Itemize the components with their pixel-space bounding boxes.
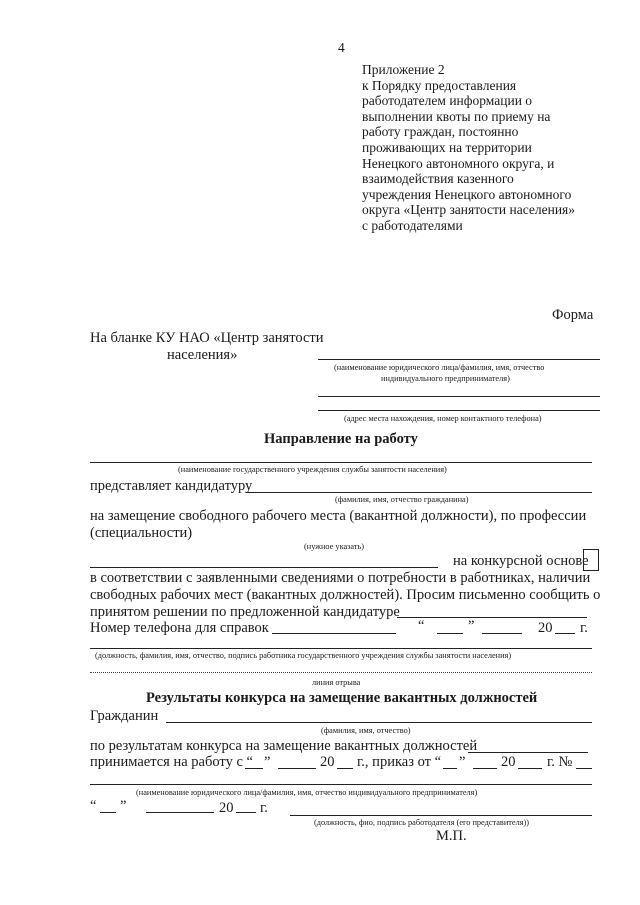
order-number-field[interactable] <box>576 768 592 769</box>
competitive-label: на конкурсной основе <box>453 553 589 569</box>
phone-field[interactable] <box>272 633 396 634</box>
date-year-field[interactable] <box>236 812 256 813</box>
address-phone-field[interactable] <box>318 410 600 411</box>
worker-signature-field[interactable] <box>90 648 592 649</box>
year-prefix: 20 <box>538 620 553 636</box>
quote-close: ” <box>468 618 475 634</box>
caption-specify: (нужное указать) <box>304 542 365 551</box>
month-field[interactable] <box>482 633 522 634</box>
results-extra-field[interactable] <box>468 752 588 753</box>
appendix-line: учреждения Ненецкого автономного <box>362 186 572 202</box>
hired-quote-close: ” <box>264 754 271 770</box>
by-results-label: по результатам конкурса на замещение вакантных должностей <box>90 738 478 754</box>
caption-employer-name-full: (наименование юридического лица/фамилия, имя, отчество индивидуального предпринимателя) <box>136 788 478 797</box>
phone-label: Номер телефона для справок <box>90 620 269 636</box>
caption-address-phone: (адрес места нахождения, номер контактного телефона) <box>344 414 542 423</box>
employer-signature-field[interactable] <box>290 815 592 816</box>
caption-employer-name-1: (наименование юридического лица/фамилия, имя, отчество <box>334 363 545 372</box>
appendix-line: с работодателями <box>362 217 463 233</box>
according-line2: свободных рабочих мест (вакантных должностей). Просим письменно сообщить о <box>90 587 601 603</box>
hired-year-prefix: 20 <box>320 754 335 770</box>
hired-day-field[interactable] <box>245 768 263 769</box>
page-number: 4 <box>338 40 345 55</box>
caption-employer-signature: (должность, фио, подпись работодателя (его представителя)) <box>314 818 530 827</box>
letterhead-line1: На бланке КУ НАО «Центр занятости <box>90 330 324 346</box>
hired-month-field[interactable] <box>278 768 316 769</box>
order-month-field[interactable] <box>473 768 497 769</box>
tear-line <box>90 672 592 673</box>
appendix-line: выполнении квоты по приему на <box>362 108 551 124</box>
hired-year-field[interactable] <box>337 768 353 769</box>
according-line3: принятом решении по предложенной кандидатуре <box>90 604 400 620</box>
employer-name-field[interactable] <box>318 359 600 360</box>
appendix-block <box>362 62 612 234</box>
vacancy-line2: (специальности) <box>90 525 193 541</box>
vacancy-line1: на замещение свободного рабочего места (вакантной должности), по профессии <box>90 508 587 524</box>
appendix-line: работу граждан, постоянно <box>362 124 519 140</box>
letterhead-line2: населения» <box>167 347 238 363</box>
citizen-label: Гражданин <box>90 708 159 724</box>
competitive-checkbox[interactable] <box>583 549 599 571</box>
caption-employment-service: (наименование государственного учреждения службы занятости населения) <box>178 465 447 474</box>
caption-signature-worker: (должность, фамилия, имя, отчество, подпись работника государственного учреждения службы занятости населения) <box>95 651 512 660</box>
date-month-field[interactable] <box>146 812 214 813</box>
day-field[interactable] <box>437 633 463 634</box>
according-line1: в соответствии с заявленными сведениями о потребности в работниках, наличии <box>90 570 591 586</box>
title-results: Результаты конкурса на замещение вакантных должностей <box>146 690 538 706</box>
date-year-prefix: 20 <box>219 800 234 816</box>
employer-full-field[interactable] <box>90 784 592 785</box>
date-quote-open: “ <box>90 798 97 814</box>
date-day-field[interactable] <box>100 812 116 813</box>
citizen-fio-field[interactable] <box>166 722 592 723</box>
presents-label: представляет кандидатуру <box>90 478 253 494</box>
appendix-line: Приложение 2 <box>362 62 445 77</box>
quote-open: “ <box>418 618 425 634</box>
date-year-suffix: г. <box>260 800 268 816</box>
caption-candidate-fio: (фамилия, имя, отчество гражданина) <box>335 495 469 504</box>
stamp-label: М.П. <box>436 828 467 844</box>
appendix-line: взаимодействия казенного <box>362 171 514 187</box>
employment-service-field[interactable] <box>90 462 592 463</box>
order-quote-close: ” <box>459 754 466 770</box>
year-suffix: г. <box>580 620 588 636</box>
form-label: Форма <box>552 307 594 323</box>
order-day-field[interactable] <box>443 768 457 769</box>
caption-employer-name-2: индивидуального предпринимателя) <box>381 374 510 383</box>
caption-citizen-fio: (фамилия, имя, отчество) <box>321 726 411 735</box>
employer-name-field-2[interactable] <box>318 396 600 397</box>
appendix-line: проживающих на территории <box>362 139 532 155</box>
appendix-line: к Порядку предоставления <box>362 77 517 93</box>
hired-prefix: принимается на работу с “ <box>90 754 253 770</box>
hired-order-label: г., приказ от “ <box>357 754 442 770</box>
decision-field[interactable] <box>397 617 587 618</box>
appendix-line: Ненецкого автономного округа, и <box>362 155 555 171</box>
year-field[interactable] <box>555 633 575 634</box>
title-direction: Направление на работу <box>264 431 418 447</box>
specialty-field[interactable] <box>90 567 438 568</box>
date-quote-close: ” <box>120 798 127 814</box>
order-year-field[interactable] <box>518 768 542 769</box>
appendix-line: округа «Центр занятости населения» <box>362 202 576 218</box>
candidate-fio-field[interactable] <box>246 492 592 493</box>
appendix-line: работодателем информации о <box>362 93 533 109</box>
caption-tear-line: линия отрыва <box>312 678 361 687</box>
order-number-label: г. № <box>547 754 573 770</box>
order-year-prefix: 20 <box>501 754 516 770</box>
